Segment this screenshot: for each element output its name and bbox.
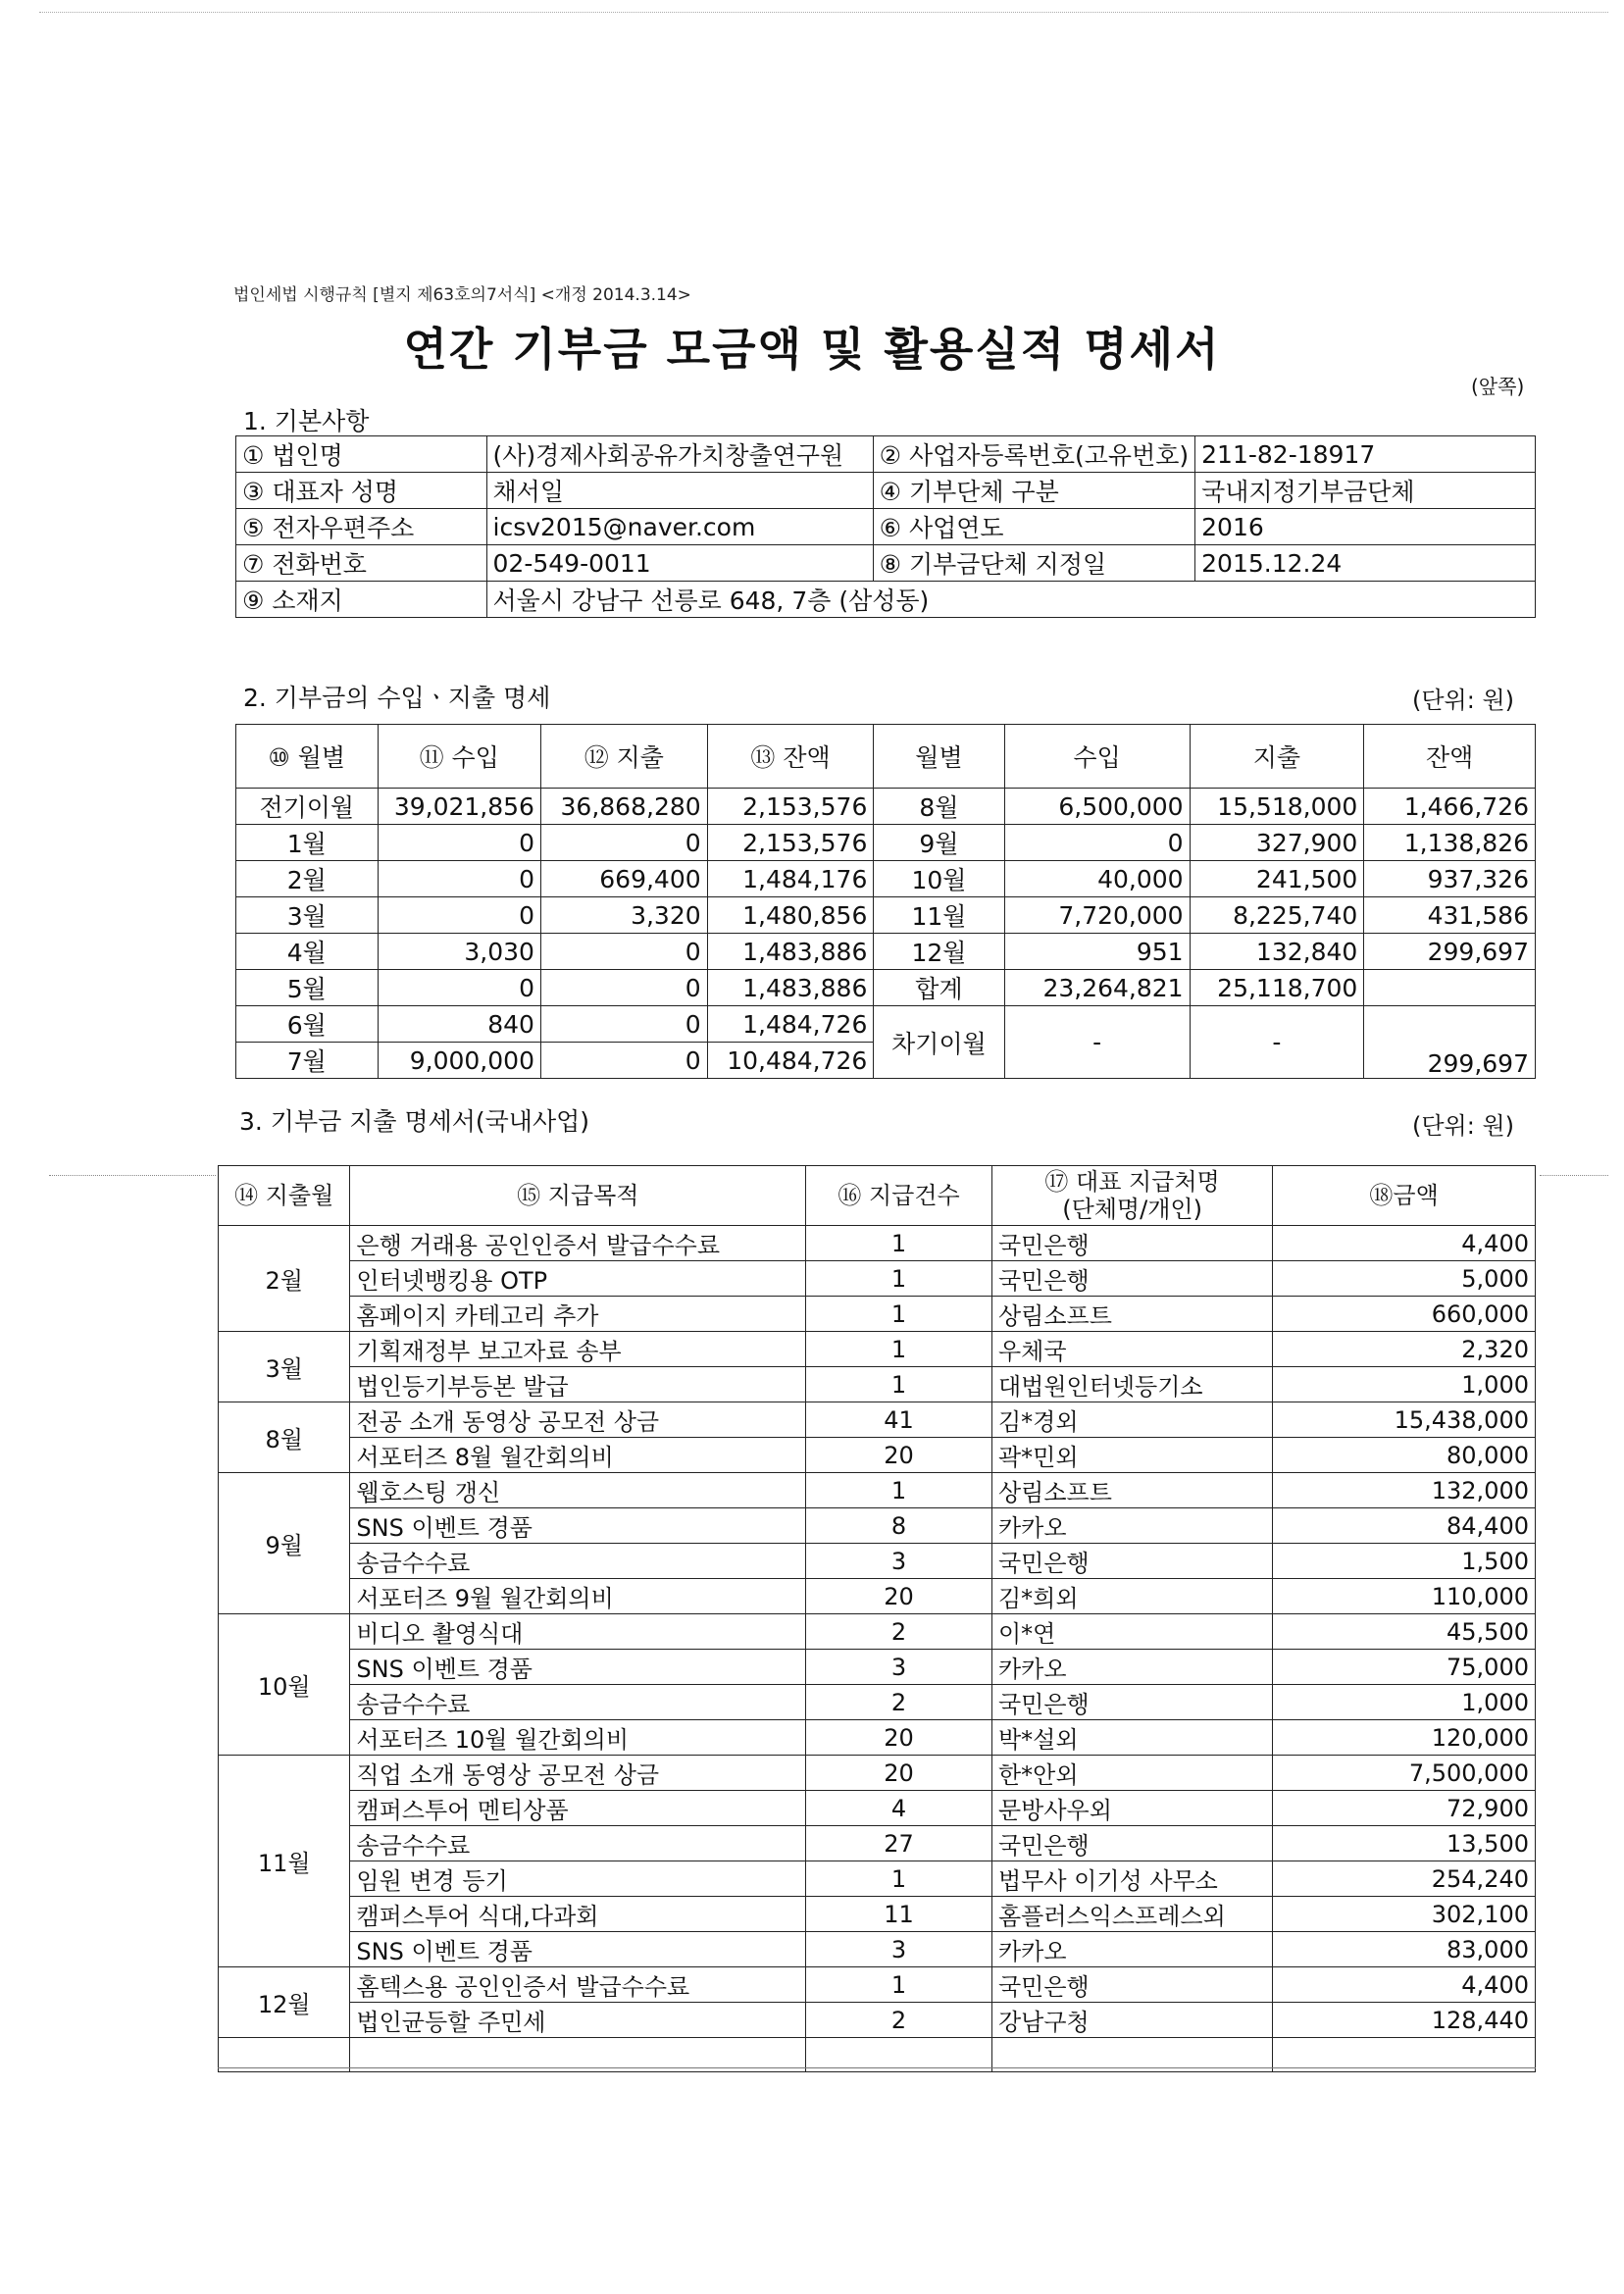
- spend-header-payee-line2: (단체명/개인): [1062, 1196, 1202, 1223]
- income-amount: 0: [540, 825, 707, 861]
- income-amount: 23,264,821: [1004, 970, 1190, 1006]
- spend-purpose: 인터넷뱅킹용 OTP: [350, 1261, 806, 1297]
- spend-payee: 상림소프트: [991, 1473, 1272, 1508]
- section-income-title: 2. 기부금의 수입ㆍ지출 명세: [243, 684, 551, 712]
- spend-header-month: ⑭ 지출월: [219, 1166, 350, 1226]
- spend-purpose: 송금수수료: [350, 1544, 806, 1579]
- spend-count: 20: [806, 1720, 992, 1756]
- spend-header-payee: [991, 1166, 1272, 1226]
- spend-purpose: 웹호스팅 갱신: [350, 1473, 806, 1508]
- section-spend-title: 3. 기부금 지출 명세서(국내사업): [239, 1107, 590, 1136]
- spend-count: 1: [806, 1473, 992, 1508]
- income-amount: 1,483,886: [707, 934, 874, 970]
- income-unit: (단위: 원): [1412, 687, 1514, 714]
- spend-row: [219, 1579, 1536, 1614]
- spend-header-payee-line1: ⑰ 대표 지급처명: [1044, 1168, 1220, 1196]
- income-header-cell: ⑬ 잔액: [707, 725, 874, 789]
- spend-month: 9월: [219, 1473, 350, 1614]
- spend-amount: 4,400: [1273, 1967, 1536, 2003]
- basic-label: ④ 기부단체 구분: [873, 473, 1195, 509]
- income-header-cell: 월별: [874, 725, 1004, 789]
- income-amount: 6,500,000: [1004, 789, 1190, 825]
- spend-purpose: 송금수수료: [350, 1685, 806, 1720]
- income-row: [236, 1006, 1536, 1043]
- spend-amount: 75,000: [1273, 1650, 1536, 1685]
- income-row: [236, 861, 1536, 897]
- spend-count: 2: [806, 2003, 992, 2038]
- income-amount: 132,840: [1190, 934, 1364, 970]
- income-amount: 7,720,000: [1004, 897, 1190, 934]
- spend-payee: 우체국: [991, 1332, 1272, 1367]
- spend-row: [219, 1791, 1536, 1826]
- income-month: 3월: [236, 897, 379, 934]
- spend-purpose: SNS 이벤트 경품: [350, 1932, 806, 1967]
- income-amount: 0: [540, 1006, 707, 1043]
- income-month: 합계: [874, 970, 1004, 1006]
- spend-row: [219, 1932, 1536, 1967]
- spend-payee: 국민은행: [991, 1967, 1272, 2003]
- income-amount: 0: [378, 970, 540, 1006]
- spend-row: [219, 1332, 1536, 1367]
- spend-payee: 곽*민외: [991, 1438, 1272, 1473]
- spend-row: [219, 1438, 1536, 1473]
- income-month: 1월: [236, 825, 379, 861]
- spend-count: 1: [806, 1261, 992, 1297]
- spend-payee: 국민은행: [991, 1226, 1272, 1261]
- spend-amount: 302,100: [1273, 1897, 1536, 1932]
- spend-payee: 홈플러스익스프레스외: [991, 1897, 1272, 1932]
- spend-purpose: 서포터즈 9월 월간회의비: [350, 1579, 806, 1614]
- income-carry-amount: -: [1190, 1006, 1364, 1079]
- legal-reference: 법인세법 시행규칙 [별지 제63호의7서식] <개정 2014.3.14>: [233, 285, 691, 305]
- spend-purpose: 법인균등할 주민세: [350, 2003, 806, 2038]
- income-month: 8월: [874, 789, 1004, 825]
- spend-purpose: SNS 이벤트 경품: [350, 1508, 806, 1544]
- basic-value: (사)경제사회공유가치창출연구원: [486, 436, 873, 473]
- income-month: 12월: [874, 934, 1004, 970]
- spend-count: 1: [806, 1297, 992, 1332]
- income-carry-amount: -: [1004, 1006, 1190, 1079]
- spend-purpose: 비디오 촬영식대: [350, 1614, 806, 1650]
- spend-payee: 카카오: [991, 1508, 1272, 1544]
- scan-artifact-line: [1540, 1175, 1608, 1176]
- income-expense-table: [235, 724, 1536, 1079]
- basic-label: ① 법인명: [236, 436, 487, 473]
- spend-payee: 국민은행: [991, 1544, 1272, 1579]
- income-header-cell: ⑫ 지출: [540, 725, 707, 789]
- income-amount: 937,326: [1364, 861, 1536, 897]
- spend-row: [219, 1756, 1536, 1791]
- income-amount: 9,000,000: [378, 1043, 540, 1079]
- spend-row: [219, 1226, 1536, 1261]
- spend-amount: 5,000: [1273, 1261, 1536, 1297]
- basic-row: [236, 545, 1536, 582]
- spend-payee: 상림소프트: [991, 1297, 1272, 1332]
- income-amount: 0: [378, 825, 540, 861]
- spend-count: 2: [806, 1685, 992, 1720]
- spend-amount: 2,320: [1273, 1332, 1536, 1367]
- income-amount: 431,586: [1364, 897, 1536, 934]
- spend-row: [219, 1685, 1536, 1720]
- spend-amount: 110,000: [1273, 1579, 1536, 1614]
- income-amount: 0: [1004, 825, 1190, 861]
- income-carry-amount: 299,697: [1364, 1006, 1536, 1079]
- spend-purpose: 은행 거래용 공인인증서 발급수수료: [350, 1226, 806, 1261]
- income-month: 4월: [236, 934, 379, 970]
- income-month: 2월: [236, 861, 379, 897]
- spend-detail-table: [218, 1165, 1536, 2072]
- spend-amount: 128,440: [1273, 2003, 1536, 2038]
- spend-purpose: 홈텍스용 공인인증서 발급수수료: [350, 1967, 806, 2003]
- spend-month: 11월: [219, 1756, 350, 1967]
- income-amount: 39,021,856: [378, 789, 540, 825]
- spend-amount: 80,000: [1273, 1438, 1536, 1473]
- basic-value: 2016: [1195, 509, 1536, 545]
- income-amount: 241,500: [1190, 861, 1364, 897]
- spend-count: 1: [806, 1861, 992, 1897]
- spend-count: 41: [806, 1402, 992, 1438]
- spend-purpose: 캠퍼스투어 멘티상품: [350, 1791, 806, 1826]
- spend-amount: 1,000: [1273, 1367, 1536, 1402]
- income-amount: 2,153,576: [707, 789, 874, 825]
- spend-count: 4: [806, 1791, 992, 1826]
- spend-row: [219, 1720, 1536, 1756]
- spend-count: 1: [806, 1367, 992, 1402]
- spend-purpose: 임원 변경 등기: [350, 1861, 806, 1897]
- spend-month: 10월: [219, 1614, 350, 1756]
- spend-count: 20: [806, 1579, 992, 1614]
- spend-count: 1: [806, 1967, 992, 2003]
- spend-row: [219, 1897, 1536, 1932]
- basic-label: ⑤ 전자우편주소: [236, 509, 487, 545]
- spend-payee: 문방사우외: [991, 1791, 1272, 1826]
- spend-amount: 83,000: [1273, 1932, 1536, 1967]
- spend-payee: 국민은행: [991, 1685, 1272, 1720]
- spend-payee: 강남구청: [991, 2003, 1272, 2038]
- spend-purpose: 송금수수료: [350, 1826, 806, 1861]
- income-row: [236, 934, 1536, 970]
- spend-payee: 이*연: [991, 1614, 1272, 1650]
- income-amount: 1,483,886: [707, 970, 874, 1006]
- income-month: 6월: [236, 1006, 379, 1043]
- income-row: [236, 970, 1536, 1006]
- bottom-rule: [218, 2067, 1536, 2068]
- spend-count: 27: [806, 1826, 992, 1861]
- spend-unit: (단위: 원): [1412, 1112, 1514, 1140]
- income-month: 전기이월: [236, 789, 379, 825]
- income-amount: 1,484,176: [707, 861, 874, 897]
- spend-purpose: 전공 소개 동영상 공모전 상금: [350, 1402, 806, 1438]
- spend-row: [219, 1861, 1536, 1897]
- spend-count: 8: [806, 1508, 992, 1544]
- spend-row: [219, 1367, 1536, 1402]
- spend-month: 8월: [219, 1402, 350, 1473]
- basic-value: 국내지정기부금단체: [1195, 473, 1536, 509]
- spend-payee: 카카오: [991, 1932, 1272, 1967]
- income-amount: 1,484,726: [707, 1006, 874, 1043]
- basic-value: 211-82-18917: [1195, 436, 1536, 473]
- spend-payee: 국민은행: [991, 1826, 1272, 1861]
- spend-count: 20: [806, 1756, 992, 1791]
- spend-amount: 120,000: [1273, 1720, 1536, 1756]
- spend-payee: 국민은행: [991, 1261, 1272, 1297]
- spend-purpose: 직업 소개 동영상 공모전 상금: [350, 1756, 806, 1791]
- income-amount: 1,466,726: [1364, 789, 1536, 825]
- spend-amount: 7,500,000: [1273, 1756, 1536, 1791]
- income-row: [236, 897, 1536, 934]
- spend-row: [219, 1826, 1536, 1861]
- spend-row: [219, 1297, 1536, 1332]
- income-amount: 1,480,856: [707, 897, 874, 934]
- income-amount: 25,118,700: [1190, 970, 1364, 1006]
- spend-count: 1: [806, 1332, 992, 1367]
- spend-row: [219, 1650, 1536, 1685]
- spend-count: 2: [806, 1614, 992, 1650]
- front-side-label: (앞쪽): [1471, 375, 1525, 398]
- basic-label: ⑧ 기부금단체 지정일: [873, 545, 1195, 582]
- spend-count: 11: [806, 1897, 992, 1932]
- income-amount: 0: [540, 1043, 707, 1079]
- spend-row: [219, 1402, 1536, 1438]
- scan-artifact-line: [39, 12, 1608, 13]
- income-amount: 0: [378, 861, 540, 897]
- spend-count: 3: [806, 1932, 992, 1967]
- spend-amount: 72,900: [1273, 1791, 1536, 1826]
- income-carry-label: 차기이월: [874, 1006, 1004, 1079]
- spend-payee: 대법원인터넷등기소: [991, 1367, 1272, 1402]
- basic-label: ⑥ 사업연도: [873, 509, 1195, 545]
- spend-purpose: 법인등기부등본 발급: [350, 1367, 806, 1402]
- spend-payee: 카카오: [991, 1650, 1272, 1685]
- address-value: 서울시 강남구 선릉로 648, 7층 (삼성동): [486, 582, 1535, 618]
- spend-purpose: SNS 이벤트 경품: [350, 1650, 806, 1685]
- basic-value: 02-549-0011: [486, 545, 873, 582]
- income-amount: 327,900: [1190, 825, 1364, 861]
- spend-month: 3월: [219, 1332, 350, 1402]
- basic-value: 2015.12.24: [1195, 545, 1536, 582]
- spend-amount: 45,500: [1273, 1614, 1536, 1650]
- spend-amount: 15,438,000: [1273, 1402, 1536, 1438]
- spend-count: 20: [806, 1438, 992, 1473]
- spend-purpose: 기획재정부 보고자료 송부: [350, 1332, 806, 1367]
- income-month: 10월: [874, 861, 1004, 897]
- income-amount: 10,484,726: [707, 1043, 874, 1079]
- basic-label: ③ 대표자 성명: [236, 473, 487, 509]
- income-amount: 299,697: [1364, 934, 1536, 970]
- income-month: 9월: [874, 825, 1004, 861]
- income-amount: 3,030: [378, 934, 540, 970]
- spend-amount: 132,000: [1273, 1473, 1536, 1508]
- spend-amount: 1,500: [1273, 1544, 1536, 1579]
- spend-amount: 84,400: [1273, 1508, 1536, 1544]
- income-header-cell: 잔액: [1364, 725, 1536, 789]
- income-header-cell: ⑩ 월별: [236, 725, 379, 789]
- basic-info-table: [235, 435, 1536, 618]
- spend-payee: 한*안외: [991, 1756, 1272, 1791]
- spend-row: [219, 1614, 1536, 1650]
- page-title: 연간 기부금 모금액 및 활용실적 명세서: [403, 323, 1221, 376]
- spend-row: [219, 1261, 1536, 1297]
- spend-row: [219, 1967, 1536, 2003]
- spend-row: [219, 1544, 1536, 1579]
- spend-count: 1: [806, 1226, 992, 1261]
- spend-amount: 13,500: [1273, 1826, 1536, 1861]
- income-amount: 669,400: [540, 861, 707, 897]
- income-row: [236, 789, 1536, 825]
- spend-count: 3: [806, 1650, 992, 1685]
- income-amount: 3,320: [540, 897, 707, 934]
- spend-payee: 법무사 이기성 사무소: [991, 1861, 1272, 1897]
- income-month: 11월: [874, 897, 1004, 934]
- spend-purpose: 서포터즈 10월 월간회의비: [350, 1720, 806, 1756]
- basic-label: ⑦ 전화번호: [236, 545, 487, 582]
- income-amount: 1,138,826: [1364, 825, 1536, 861]
- income-amount: 951: [1004, 934, 1190, 970]
- income-amount: 0: [378, 897, 540, 934]
- section-basic-title: 1. 기본사항: [243, 407, 370, 435]
- basic-row: [236, 473, 1536, 509]
- income-amount: [1364, 970, 1536, 1006]
- basic-value: 채서일: [486, 473, 873, 509]
- income-amount: 0: [540, 970, 707, 1006]
- spend-amount: 660,000: [1273, 1297, 1536, 1332]
- spend-row: [219, 1508, 1536, 1544]
- income-amount: 2,153,576: [707, 825, 874, 861]
- basic-row: [236, 509, 1536, 545]
- spend-payee: 박*설외: [991, 1720, 1272, 1756]
- spend-month: 12월: [219, 1967, 350, 2038]
- spend-count: 3: [806, 1544, 992, 1579]
- income-month: 5월: [236, 970, 379, 1006]
- income-amount: 0: [540, 934, 707, 970]
- spend-header-amount: ⑱금액: [1273, 1166, 1536, 1226]
- spend-purpose: 서포터즈 8월 월간회의비: [350, 1438, 806, 1473]
- income-amount: 40,000: [1004, 861, 1190, 897]
- income-amount: 15,518,000: [1190, 789, 1364, 825]
- basic-row-address: [236, 582, 1536, 618]
- spend-header-purpose: ⑮ 지급목적: [350, 1166, 806, 1226]
- income-header-cell: 지출: [1190, 725, 1364, 789]
- spend-amount: 1,000: [1273, 1685, 1536, 1720]
- spend-purpose: 캠퍼스투어 식대,다과회: [350, 1897, 806, 1932]
- income-header-cell: ⑪ 수입: [378, 725, 540, 789]
- spend-amount: 4,400: [1273, 1226, 1536, 1261]
- spend-header-count: ⑯ 지급건수: [806, 1166, 992, 1226]
- spend-row: [219, 1473, 1536, 1508]
- basic-row: [236, 436, 1536, 473]
- spend-purpose: 홈페이지 카테고리 추가: [350, 1297, 806, 1332]
- scan-artifact-line: [49, 1175, 216, 1176]
- income-header-cell: 수입: [1004, 725, 1190, 789]
- income-row: [236, 825, 1536, 861]
- income-amount: 840: [378, 1006, 540, 1043]
- spend-row: [219, 2003, 1536, 2038]
- spend-amount: 254,240: [1273, 1861, 1536, 1897]
- income-amount: 36,868,280: [540, 789, 707, 825]
- basic-label: ② 사업자등록번호(고유번호): [873, 436, 1195, 473]
- spend-month: 2월: [219, 1226, 350, 1332]
- address-label: ⑨ 소재지: [236, 582, 487, 618]
- spend-payee: 김*희외: [991, 1579, 1272, 1614]
- spend-payee: 김*경외: [991, 1402, 1272, 1438]
- income-amount: 8,225,740: [1190, 897, 1364, 934]
- income-month: 7월: [236, 1043, 379, 1079]
- basic-value: icsv2015@naver.com: [486, 509, 873, 545]
